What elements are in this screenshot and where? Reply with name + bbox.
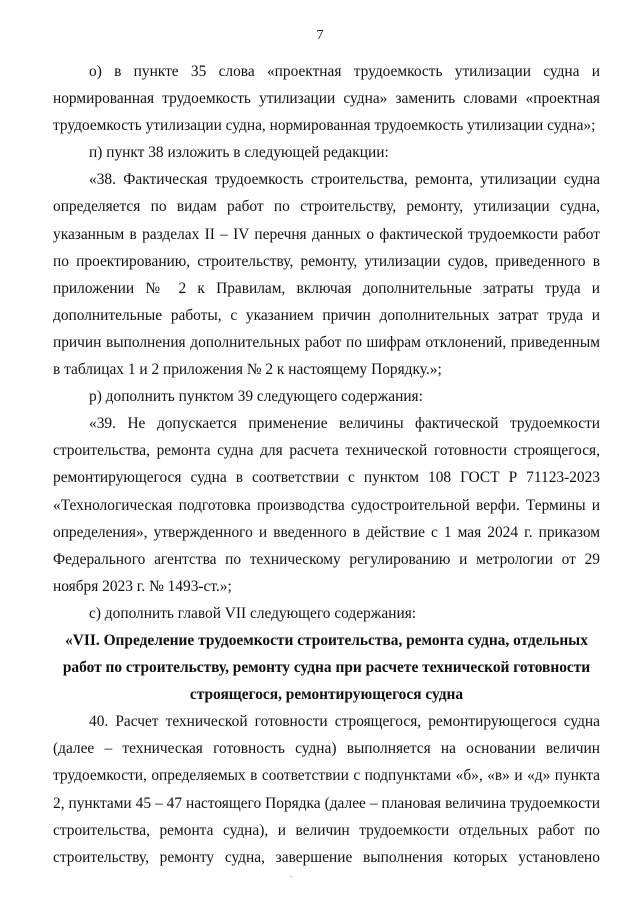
paragraph-subitem-s: с) дополнить главой VII следующего содержания:	[89, 604, 417, 622]
paragraph-item-40: 40. Расчет технической готовности строящегося, ремонтирующегося судна (далее – техническая готовность судна) выполняется на основании величин трудоемкости, определяемых в соответствии с подпунктами «б», «в» и «д» пункта 2, пунктами 45 – 47 настоящего Порядка (далее – плановая величина трудоемкости строительства, ремонта судна), и величин трудоемкости отдельных работ по строительству, ремонту судна, завершение выполнения которых установлено	[53, 713, 600, 866]
scan-speck	[290, 876, 293, 877]
paragraph-item-38: «38. Фактическая трудоемкость строительства, ремонта, утилизации судна определяется по видам работ по строительству, ремонту, утилизации судна, указанным в разделах II – IV перечня данных о фактической трудоемкости работ по проектированию, строительству, ремонту, утилизации судов, приведенного в приложении № 2 к Правилам, включая дополнительные затраты труда и дополнительные работы, с указанием причин дополнительных затрат труда и причин выполнения дополнительных работ по шифрам отклонений, приведенным в таблицах 1 и 2 приложения № 2 к настоящему Порядку.»;	[53, 171, 600, 379]
paragraph-item-39: «39. Не допускается применение величины фактической трудоемкости строительства, ремонта судна для расчета технической готовности строящегося, ремонтирующегося судна в соответствии с пунктом 108 ГОСТ Р 71123-2023 «Технологическая подготовка производства судостроительной верфи. Термины и определения», утвержденного и введенного в действие с 1 мая 2024 г. приказом Федерального агентства по техническому регулированию и метрологии от 29 ноября 2023 г. № 1493-ст.»;	[53, 415, 600, 595]
paragraph-subitem-r: р) дополнить пунктом 39 следующего содержания:	[89, 388, 423, 406]
paragraph-subitem-o: о) в пункте 35 слова «проектная трудоемкость утилизации судна и нормированная трудоемкость утилизации судна» заменить словами «проектная трудоемкость утилизации судна, нормированная трудоемкость утилизации судна»;	[53, 63, 600, 135]
document-body	[53, 58, 600, 871]
chapter-heading: «VII. Определение трудоемкости строительства, ремонта судна, отдельных работ по строительству, ремонту судна при расчете технической готовности строящегося, ремонтирующегося судна	[62, 631, 591, 704]
page-number: 7	[316, 28, 324, 43]
paragraph-subitem-p: п) пункт 38 изложить в следующей редакции:	[89, 144, 389, 162]
